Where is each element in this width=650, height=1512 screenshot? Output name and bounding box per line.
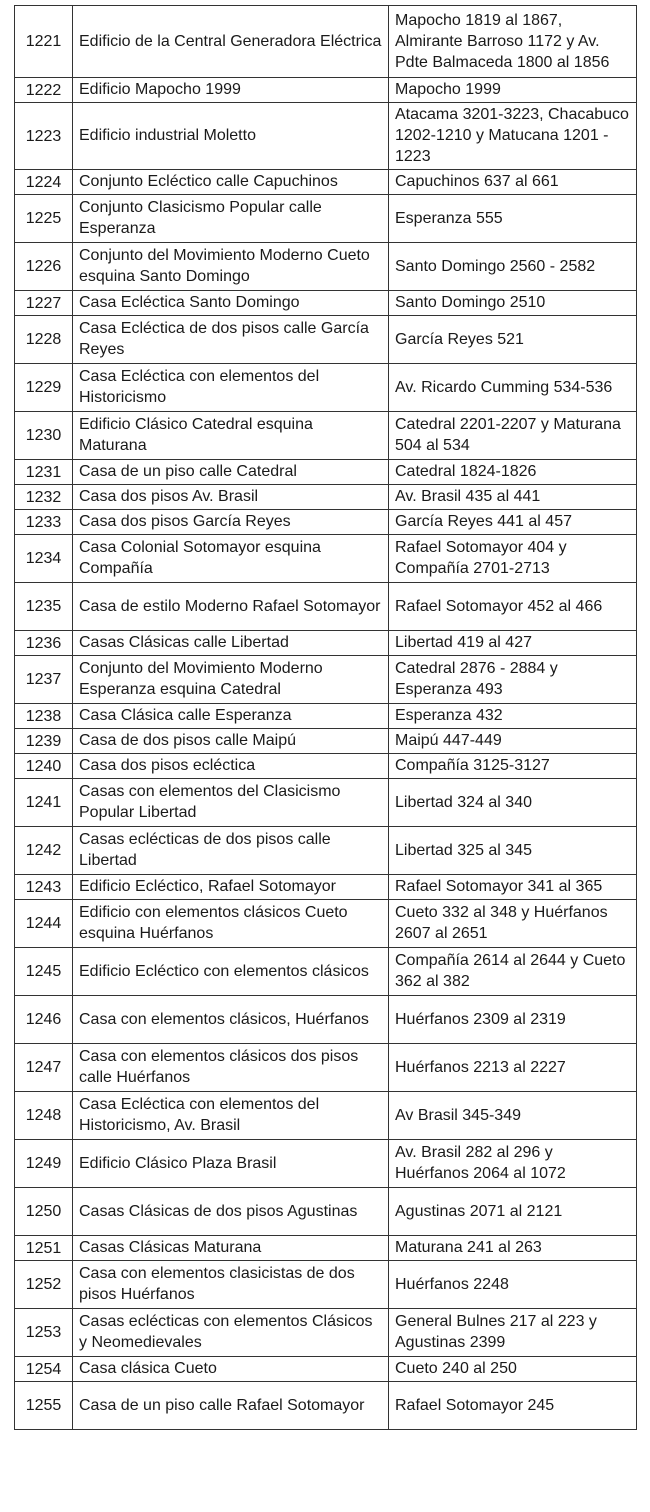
row-number: 1235 — [15, 583, 73, 631]
building-name: Casa dos pisos ecléctica — [73, 754, 389, 779]
building-address: Catedral 1824-1826 — [389, 460, 637, 485]
row-number: 1238 — [15, 704, 73, 729]
building-address: García Reyes 521 — [389, 316, 637, 364]
row-number: 1229 — [15, 364, 73, 412]
building-name: Casa Ecléctica con elementos del Historicismo, Av. Brasil — [73, 1092, 389, 1140]
row-number: 1249 — [15, 1140, 73, 1188]
building-name: Casa de estilo Moderno Rafael Sotomayor — [73, 583, 389, 631]
building-address: Rafael Sotomayor 404 y Compañía 2701-2713 — [389, 535, 637, 583]
building-name: Casas Clásicas Maturana — [73, 1236, 389, 1261]
row-number: 1221 — [15, 6, 73, 78]
table-row — [15, 1261, 637, 1309]
table-row — [15, 316, 637, 364]
row-number: 1248 — [15, 1092, 73, 1140]
table-row — [15, 1140, 637, 1188]
building-address: Cueto 332 al 348 y Huérfanos 2607 al 2651 — [389, 900, 637, 948]
table-body — [15, 6, 637, 1430]
building-name: Casa con elementos clásicos, Huérfanos — [73, 996, 389, 1044]
table-row — [15, 485, 637, 510]
table-row — [15, 195, 637, 243]
row-number: 1231 — [15, 460, 73, 485]
building-name: Casa clásica Cueto — [73, 1357, 389, 1382]
table-row — [15, 1309, 637, 1357]
row-number: 1224 — [15, 170, 73, 195]
row-number: 1228 — [15, 316, 73, 364]
building-name: Edificio industrial Moletto — [73, 103, 389, 170]
table-row — [15, 6, 637, 78]
building-name: Casa Ecléctica de dos pisos calle García Reyes — [73, 316, 389, 364]
table-row — [15, 900, 637, 948]
table-row — [15, 78, 637, 103]
building-address: Av Brasil 345-349 — [389, 1092, 637, 1140]
table-row — [15, 460, 637, 485]
building-name: Casa de un piso calle Rafael Sotomayor — [73, 1382, 389, 1430]
row-number: 1241 — [15, 779, 73, 827]
row-number: 1226 — [15, 243, 73, 291]
row-number: 1225 — [15, 195, 73, 243]
building-address: Maturana 241 al 263 — [389, 1236, 637, 1261]
table-row — [15, 827, 637, 875]
building-address: Libertad 324 al 340 — [389, 779, 637, 827]
row-number: 1240 — [15, 754, 73, 779]
building-name: Casa Ecléctica con elementos del Historicismo — [73, 364, 389, 412]
building-address: General Bulnes 217 al 223 y Agustinas 2399 — [389, 1309, 637, 1357]
building-address: Compañía 2614 al 2644 y Cueto 362 al 382 — [389, 948, 637, 996]
building-address: Cueto 240 al 250 — [389, 1357, 637, 1382]
building-name: Casa con elementos clásicos dos pisos calle Huérfanos — [73, 1044, 389, 1092]
building-name: Casa Ecléctica Santo Domingo — [73, 291, 389, 316]
building-name: Casa Clásica calle Esperanza — [73, 704, 389, 729]
building-address: Capuchinos 637 al 661 — [389, 170, 637, 195]
table-row — [15, 1044, 637, 1092]
row-number: 1223 — [15, 103, 73, 170]
building-name: Casa con elementos clasicistas de dos pisos Huérfanos — [73, 1261, 389, 1309]
building-address: Santo Domingo 2560 - 2582 — [389, 243, 637, 291]
heritage-buildings-table — [14, 5, 637, 1430]
building-name: Edificio Ecléctico, Rafael Sotomayor — [73, 875, 389, 900]
table-row — [15, 291, 637, 316]
row-number: 1236 — [15, 631, 73, 656]
table-row — [15, 1092, 637, 1140]
row-number: 1237 — [15, 656, 73, 704]
row-number: 1230 — [15, 412, 73, 460]
building-name: Casas eclécticas de dos pisos calle Libertad — [73, 827, 389, 875]
building-name: Casa de dos pisos calle Maipú — [73, 729, 389, 754]
row-number: 1242 — [15, 827, 73, 875]
building-name: Edificio con elementos clásicos Cueto esquina Huérfanos — [73, 900, 389, 948]
table-row — [15, 996, 637, 1044]
building-address: Av. Brasil 282 al 296 y Huérfanos 2064 al 1072 — [389, 1140, 637, 1188]
building-name: Edificio Ecléctico con elementos clásicos — [73, 948, 389, 996]
building-address: Av. Ricardo Cumming 534-536 — [389, 364, 637, 412]
building-name: Casas con elementos del Clasicismo Popular Libertad — [73, 779, 389, 827]
building-address: Esperanza 432 — [389, 704, 637, 729]
building-address: Agustinas 2071 al 2121 — [389, 1188, 637, 1236]
table-row — [15, 364, 637, 412]
building-name: Conjunto del Movimiento Moderno Esperanza esquina Catedral — [73, 656, 389, 704]
building-address: Compañía 3125-3127 — [389, 754, 637, 779]
row-number: 1253 — [15, 1309, 73, 1357]
row-number: 1247 — [15, 1044, 73, 1092]
building-address: Rafael Sotomayor 452 al 466 — [389, 583, 637, 631]
building-name: Casas eclécticas con elementos Clásicos y Neomedievales — [73, 1309, 389, 1357]
building-address: Rafael Sotomayor 341 al 365 — [389, 875, 637, 900]
building-name: Conjunto Ecléctico calle Capuchinos — [73, 170, 389, 195]
table-row — [15, 1357, 637, 1382]
row-number: 1254 — [15, 1357, 73, 1382]
row-number: 1250 — [15, 1188, 73, 1236]
table-row — [15, 412, 637, 460]
row-number: 1222 — [15, 78, 73, 103]
building-address: Esperanza 555 — [389, 195, 637, 243]
row-number: 1233 — [15, 510, 73, 535]
table-row — [15, 535, 637, 583]
building-name: Casas Clásicas de dos pisos Agustinas — [73, 1188, 389, 1236]
table-row — [15, 779, 637, 827]
table-row — [15, 170, 637, 195]
building-address: Catedral 2201-2207 y Maturana 504 al 534 — [389, 412, 637, 460]
building-address: Libertad 419 al 427 — [389, 631, 637, 656]
row-number: 1255 — [15, 1382, 73, 1430]
building-address: Av. Brasil 435 al 441 — [389, 485, 637, 510]
table-row — [15, 103, 637, 170]
building-name: Casa dos pisos Av. Brasil — [73, 485, 389, 510]
table-row — [15, 1382, 637, 1430]
table-row — [15, 948, 637, 996]
table-row — [15, 510, 637, 535]
building-address: Huérfanos 2309 al 2319 — [389, 996, 637, 1044]
table-row — [15, 1188, 637, 1236]
row-number: 1246 — [15, 996, 73, 1044]
building-address: Maipú 447-449 — [389, 729, 637, 754]
table-row — [15, 583, 637, 631]
building-address: Rafael Sotomayor 245 — [389, 1382, 637, 1430]
building-address: Mapocho 1999 — [389, 78, 637, 103]
row-number: 1245 — [15, 948, 73, 996]
building-name: Edificio de la Central Generadora Eléctrica — [73, 6, 389, 78]
table-row — [15, 729, 637, 754]
building-name: Conjunto del Movimiento Moderno Cueto esquina Santo Domingo — [73, 243, 389, 291]
table-row — [15, 1236, 637, 1261]
row-number: 1244 — [15, 900, 73, 948]
row-number: 1239 — [15, 729, 73, 754]
row-number: 1232 — [15, 485, 73, 510]
row-number: 1252 — [15, 1261, 73, 1309]
table-row — [15, 243, 637, 291]
building-address: Huérfanos 2248 — [389, 1261, 637, 1309]
building-name: Casa de un piso calle Catedral — [73, 460, 389, 485]
building-name: Conjunto Clasicismo Popular calle Esperanza — [73, 195, 389, 243]
building-name: Casa dos pisos García Reyes — [73, 510, 389, 535]
table-row — [15, 704, 637, 729]
table-row — [15, 631, 637, 656]
table-row — [15, 875, 637, 900]
building-name: Edificio Clásico Catedral esquina Maturana — [73, 412, 389, 460]
row-number: 1234 — [15, 535, 73, 583]
row-number: 1251 — [15, 1236, 73, 1261]
building-address: Catedral 2876 - 2884 y Esperanza 493 — [389, 656, 637, 704]
building-address: Huérfanos 2213 al 2227 — [389, 1044, 637, 1092]
building-address: Mapocho 1819 al 1867, Almirante Barroso 1172 y Av. Pdte Balmaceda 1800 al 1856 — [389, 6, 637, 78]
building-name: Edificio Mapocho 1999 — [73, 78, 389, 103]
row-number: 1243 — [15, 875, 73, 900]
building-address: Atacama 3201-3223, Chacabuco 1202-1210 y Matucana 1201 - 1223 — [389, 103, 637, 170]
building-address: Libertad 325 al 345 — [389, 827, 637, 875]
table-row — [15, 656, 637, 704]
building-name: Edificio Clásico Plaza Brasil — [73, 1140, 389, 1188]
building-address: García Reyes 441 al 457 — [389, 510, 637, 535]
building-address: Santo Domingo 2510 — [389, 291, 637, 316]
building-name: Casa Colonial Sotomayor esquina Compañía — [73, 535, 389, 583]
table-row — [15, 754, 637, 779]
row-number: 1227 — [15, 291, 73, 316]
building-name: Casas Clásicas calle Libertad — [73, 631, 389, 656]
